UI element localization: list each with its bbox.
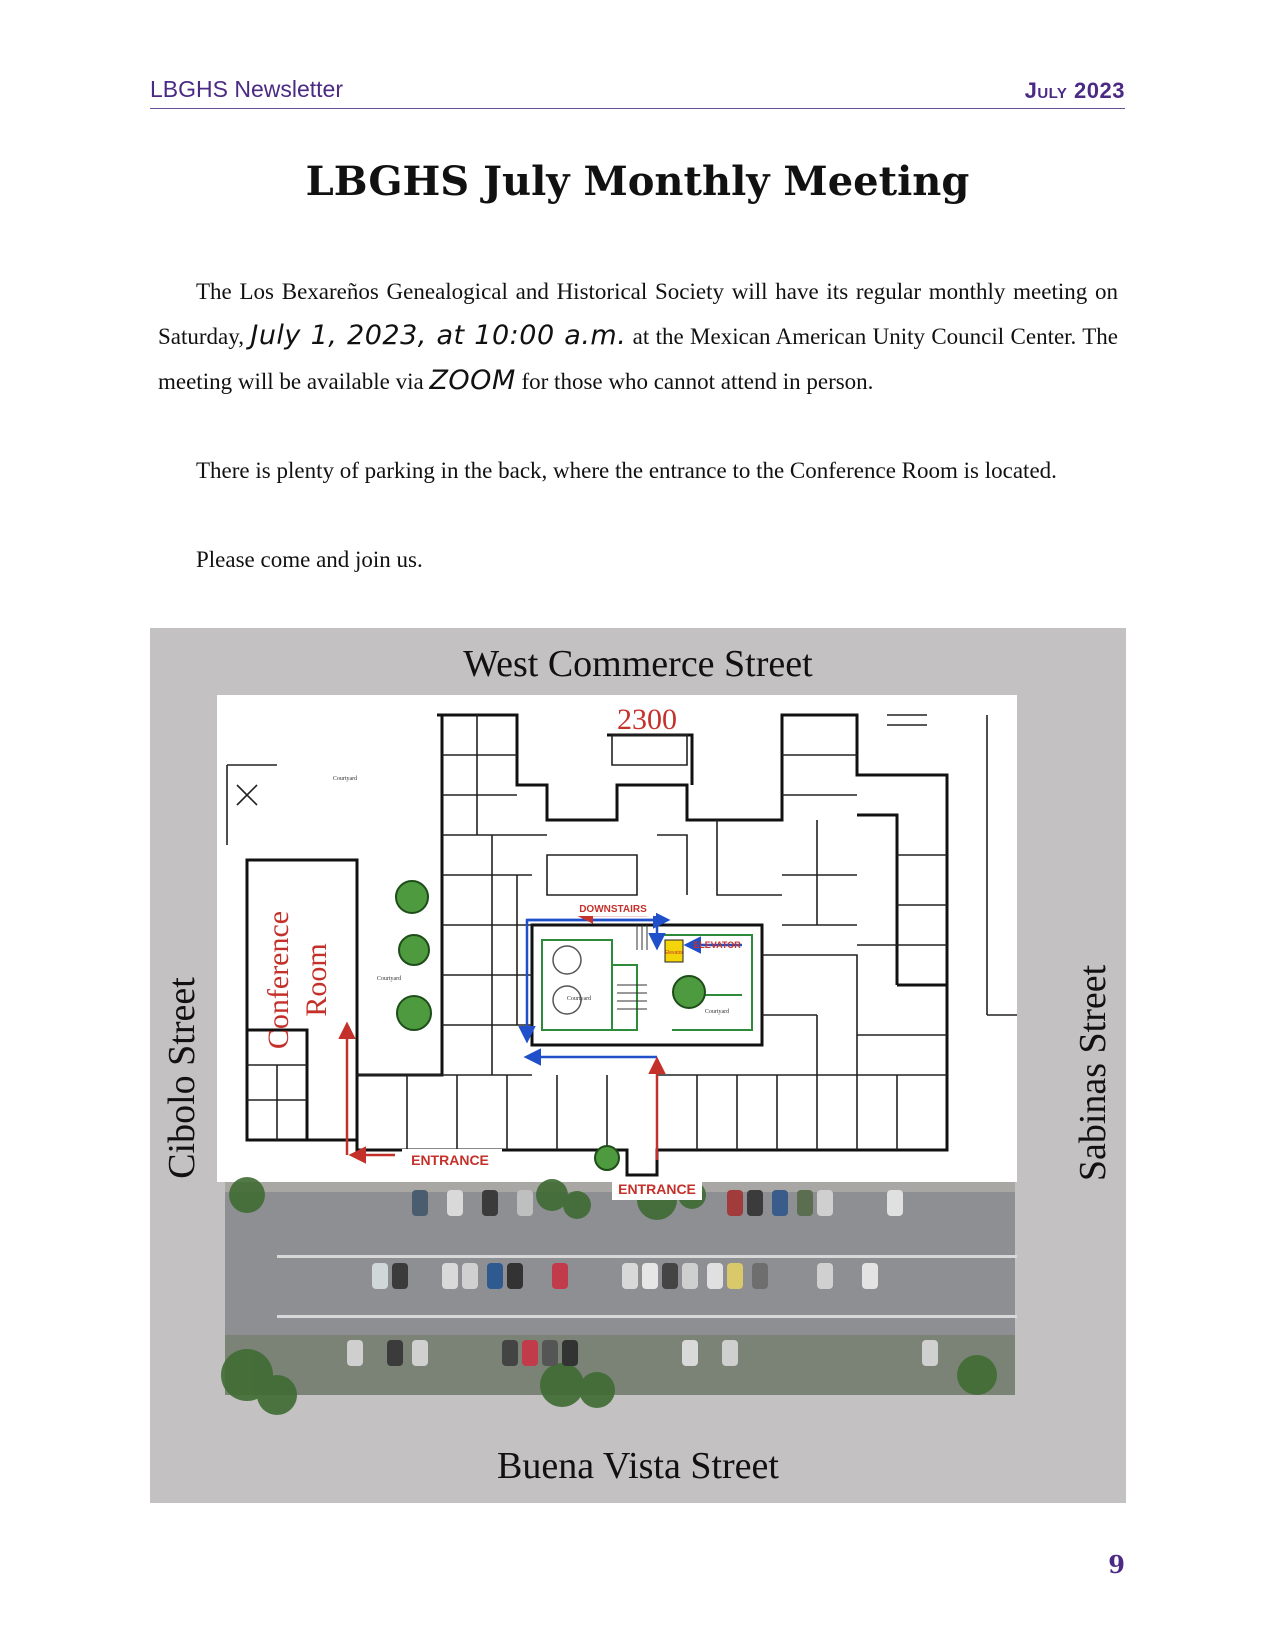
street-label-west: Cibolo Street <box>161 977 203 1179</box>
street-label-east: Sabinas Street <box>1072 964 1114 1182</box>
elevator-small-label: Elevator <box>664 950 684 956</box>
elevator-label: ELEVATOR <box>693 940 741 950</box>
meeting-text-2: at the Mexican American Unity Council Center. The meeting will be available via <box>158 324 1118 394</box>
zoom-label: ZOOM <box>429 365 516 396</box>
meeting-text-1: The Los Bexareños Genealogical and Historical Society will have its regular monthly meeting on Saturday, <box>158 279 1118 349</box>
meeting-datetime: July 1, 2023, at 10:00 a.m. <box>250 320 627 351</box>
downstairs-label: DOWNSTAIRS <box>579 904 647 915</box>
building-address: 2300 <box>617 703 677 736</box>
parking-paragraph: There is plenty of parking in the back, where the entrance to the Conference Room is located. <box>196 458 1057 483</box>
closing-paragraph: Please come and join us. <box>196 547 423 572</box>
courtyard-label-center: Courtyard <box>566 996 592 1002</box>
courtyard-label-top: Courtyard <box>332 776 358 782</box>
conference-room-label-2: Room <box>300 943 333 1017</box>
courtyard-label-right: Courtyard <box>704 1009 730 1015</box>
page-header <box>150 74 1125 109</box>
floor-plan <box>217 695 1017 1425</box>
meeting-paragraph <box>158 270 1118 404</box>
page-title: LBGHS July Monthly Meeting <box>305 158 970 205</box>
issue-date: July 2023 <box>1024 78 1125 103</box>
entrance-label-right: ENTRANCE <box>618 1181 696 1197</box>
page-number: 9 <box>1108 1550 1125 1579</box>
meeting-text-3: for those who cannot attend in person. <box>515 369 874 394</box>
street-label-north: West Commerce Street <box>463 643 813 685</box>
location-map <box>150 628 1126 1503</box>
courtyard-label-left: Courtyard <box>376 976 402 982</box>
newsletter-name: LBGHS Newsletter <box>150 76 344 102</box>
street-label-south: Buena Vista Street <box>497 1445 779 1487</box>
conference-room-label-1: Conference <box>262 910 295 1050</box>
entrance-label-left: ENTRANCE <box>411 1152 489 1168</box>
